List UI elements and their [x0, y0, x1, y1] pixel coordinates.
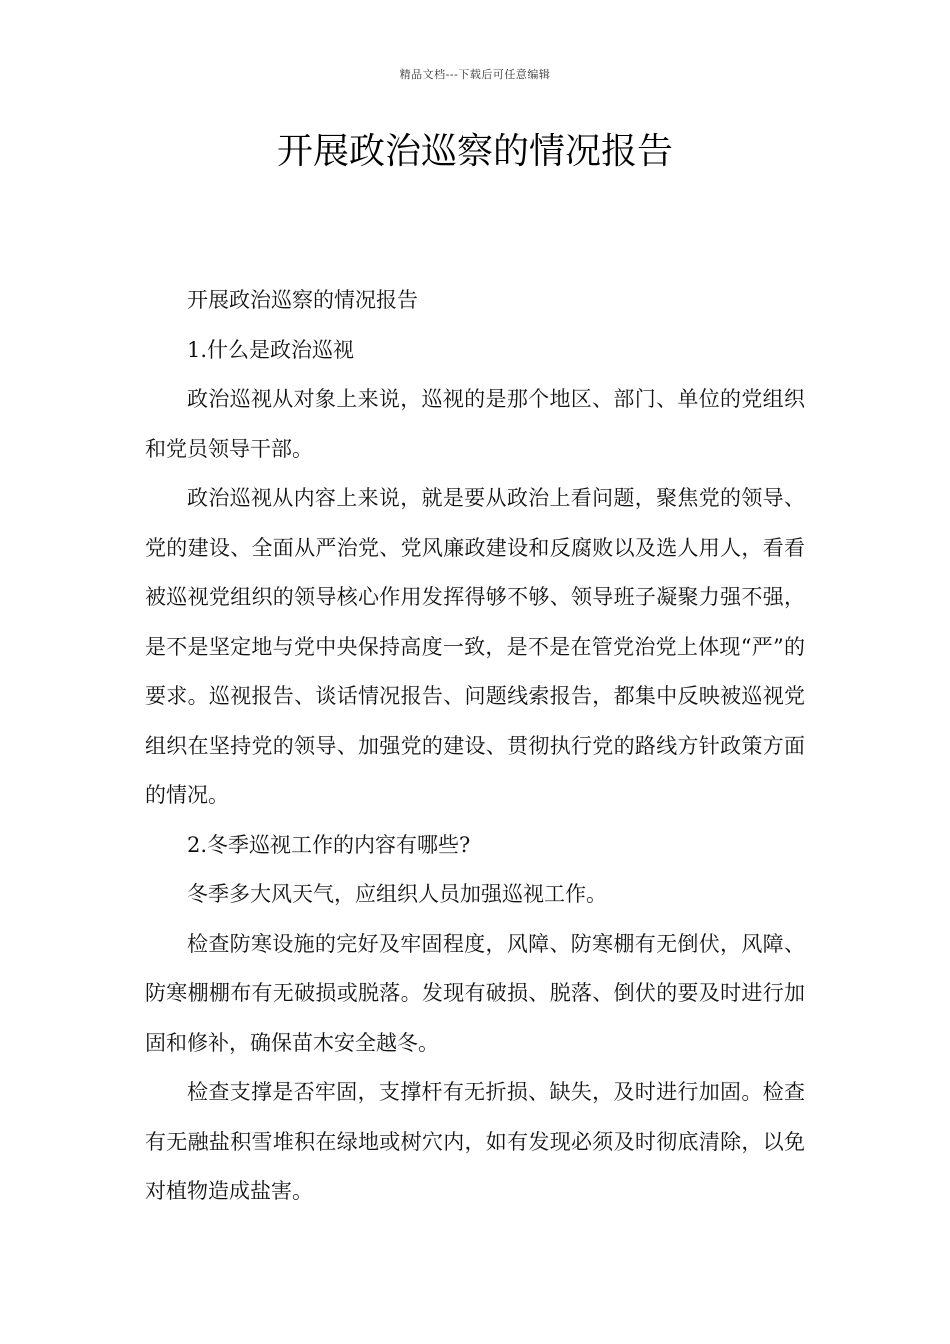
- document-body: [145, 276, 805, 1217]
- document-title: 开展政治巡察的情况报告: [276, 131, 673, 172]
- paragraph-heading-1: 1.什么是政治巡视: [187, 337, 355, 362]
- header-note: 精品文档---下载后可任意编辑: [399, 68, 551, 81]
- paragraph-heading-2: 2.冬季巡视工作的内容有哪些?: [187, 832, 471, 857]
- paragraph: 政治巡视从对象上来说，巡视的是那个地区、部门、单位的党组织和党员领导干部。: [145, 387, 805, 461]
- paragraph: 冬季多大风天气，应组织人员加强巡视工作。: [187, 882, 607, 906]
- paragraph: 检查防寒设施的完好及牢固程度，风障、防寒棚有无倒伏，风障、防寒棚棚布有无破损或脱落。发现有破损、脱落、倒伏的要及时进行加固和修补，确保苗木安全越冬。: [145, 931, 805, 1055]
- paragraph: 政治巡视从内容上来说，就是要从政治上看问题，聚焦党的领导、党的建设、全面从严治党、党风廉政建设和反腐败以及选人用人，看看被巡视党组织的领导核心作用发挥得够不够、领导班子凝聚力强不强，是不是坚定地与党中央保持高度一致，是不是在管党治党上体现“严”的要求。巡视报告、谈话情况报告、问题线索报告，都集中反映被巡视党组织在坚持党的领导、加强党的建设、贯彻执行党的路线方针政策方面的情况。: [145, 486, 805, 807]
- paragraph: 检查支撑是否牢固，支撑杆有无折损、缺失，及时进行加固。检查有无融盐积雪堆积在绿地或树穴内，如有发现必须及时彻底清除，以免对植物造成盐害。: [145, 1080, 805, 1203]
- paragraph-subtitle: 开展政治巡察的情况报告: [187, 288, 418, 312]
